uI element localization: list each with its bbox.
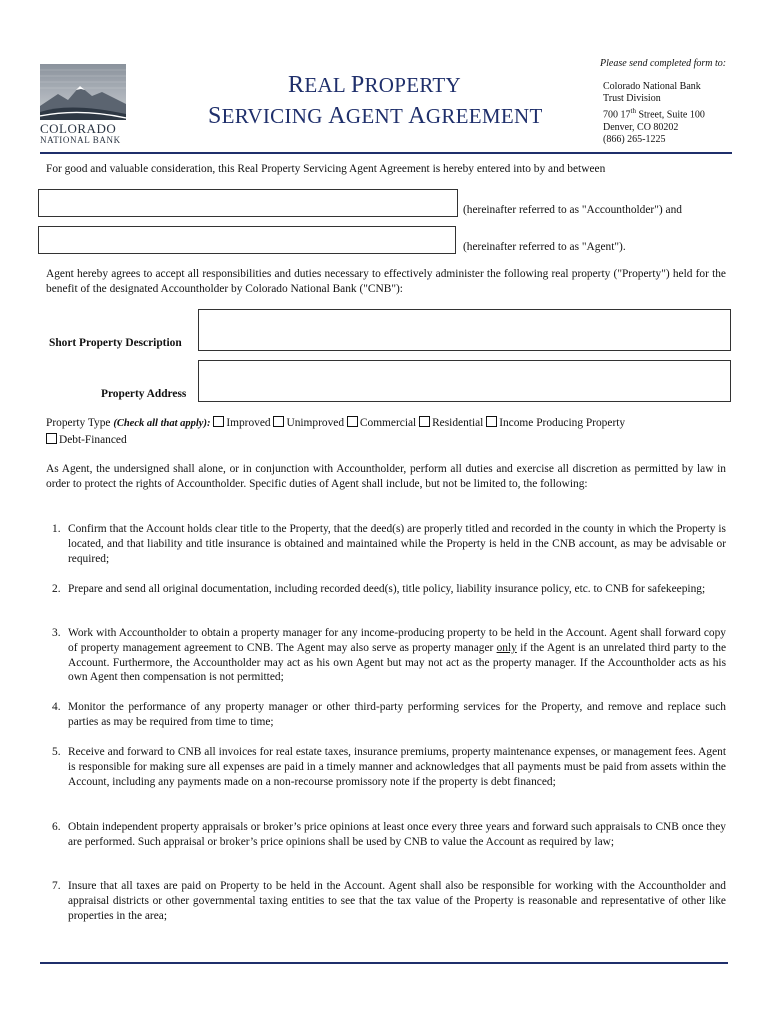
duty-item-3: 3. Work with Accountholder to obtain a property manager for any income-producing property to be held in the Account. Agent shall forward copy of property management agreement to CNB. The Agent may also serve as property manager only if the Agent is an unrelated third party to the Account. Furthermore, the Accountholder may act as his own Agent but may not act as the property manager. If the Accountholder acts as his own Agent then compensation is not permitted; xyxy=(52,627,726,684)
property-type-hint: (Check all that apply): xyxy=(113,418,211,429)
document-title-line2: SERVICING AGENT AGREEMENT xyxy=(208,103,543,129)
checkbox-commercial[interactable]: Commercial xyxy=(347,417,416,429)
property-address-field[interactable] xyxy=(198,360,731,402)
checkbox-improved[interactable]: Improved xyxy=(213,417,270,429)
duty-item-4: 4. Monitor the performance of any property manager or other third-party performing services for the Property, and remove and replace such parties as may be required from time to time; xyxy=(52,701,726,728)
property-type-row xyxy=(46,416,736,432)
accountholder-label: (hereinafter referred to as "Accountholder") and xyxy=(463,204,682,216)
checkbox-debt-financed[interactable]: Debt-Financed xyxy=(46,433,127,448)
checkbox-icon[interactable] xyxy=(273,416,284,427)
bank-logo xyxy=(40,64,130,152)
agent-label: (hereinafter referred to as "Agent"). xyxy=(463,241,626,253)
address-line1: Colorado National Bank xyxy=(603,81,701,92)
document-title-line1: REAL PROPERTY xyxy=(288,72,461,98)
short-description-label: Short Property Description xyxy=(49,337,182,349)
property-address-label: Property Address xyxy=(101,388,187,400)
agent-name-field[interactable] xyxy=(38,226,456,254)
address-phone: (866) 265-1225 xyxy=(603,134,666,146)
address-line2: Trust Division xyxy=(603,93,661,105)
checkbox-icon[interactable] xyxy=(486,416,497,427)
logo-name-primary: COLORADO xyxy=(40,121,117,136)
duty-item-5: 5. Receive and forward to CNB all invoices for real estate taxes, insurance premiums, property maintenance expenses, or management fees. Agent is responsible for making sure all expenses are paid in a timely manner and acknowledges that all payments must be paid from assets within the Account, including any payments made on a non-recourse promissory note if the property is debt financed; xyxy=(52,746,726,788)
checkbox-income-producing[interactable]: Income Producing Property xyxy=(486,417,625,429)
checkbox-icon[interactable] xyxy=(347,416,358,427)
agreement-paragraph: Agent hereby agrees to accept all responsibilities and duties necessary to effectively administer the following real property ("Property") held for the benefit of the designated Accountholder by Colorado National Bank ("CNB"): xyxy=(46,268,726,295)
checkbox-icon[interactable] xyxy=(213,416,224,427)
intro-text: For good and valuable consideration, this Real Property Servicing Agent Agreement is hereby entered into by and between xyxy=(46,163,606,175)
duties-paragraph: As Agent, the undersigned shall alone, or in conjunction with Accountholder, perform all duties and exercise all discretion as permitted by law in order to protect the rights of Accountholder. Specific duties of Agent shall include, but not be limited to, the following: xyxy=(46,463,726,490)
duty-item-6: 6. Obtain independent property appraisals or broker’s price opinions at least once every three years and forward such appraisals to CNB once they are performed. Such appraisal or broker’s price opinions shall be used by CNB to value the Account as required by law; xyxy=(52,821,726,848)
header-divider xyxy=(40,152,732,154)
short-description-field[interactable] xyxy=(198,309,731,351)
checkbox-icon[interactable] xyxy=(46,433,57,444)
checkbox-residential[interactable]: Residential xyxy=(419,417,483,429)
address-line4: Denver, CO 80202 xyxy=(603,121,679,133)
accountholder-name-field[interactable] xyxy=(38,189,458,217)
duty-item-1: 1. Confirm that the Account holds clear title to the Property, that the deed(s) are properly titled and recorded in the county in which the Property is located, and that liability and title insurance is obtained and maintained while the Property is held in the CNB account, as may be advisable or required; xyxy=(52,523,726,565)
mailing-address xyxy=(603,81,705,146)
checkbox-icon[interactable] xyxy=(419,416,430,427)
duty-item-2: 2. Prepare and send all original documentation, including recorded deed(s), title policy, liability insurance policy, etc. to CNB for safekeeping; xyxy=(52,583,706,595)
send-to-label: Please send completed form to: xyxy=(600,58,727,69)
footer-divider xyxy=(40,962,728,964)
address-line3: 700 17th Street, Suite 100 xyxy=(603,107,705,121)
duty-item-7: 7. Insure that all taxes are paid on Property to be held in the Account. Agent shall also be responsible for working with the Accountholder and appraisal districts or other governmental taxing entities to see that the tax value of the Property is reasonable and representative of other like properties in the area; xyxy=(52,880,726,922)
property-type-label: Property Type xyxy=(46,417,114,429)
mountain-logo-icon xyxy=(40,64,126,120)
checkbox-unimproved[interactable]: Unimproved xyxy=(273,417,344,429)
logo-name-secondary: NATIONAL BANK xyxy=(40,135,121,145)
